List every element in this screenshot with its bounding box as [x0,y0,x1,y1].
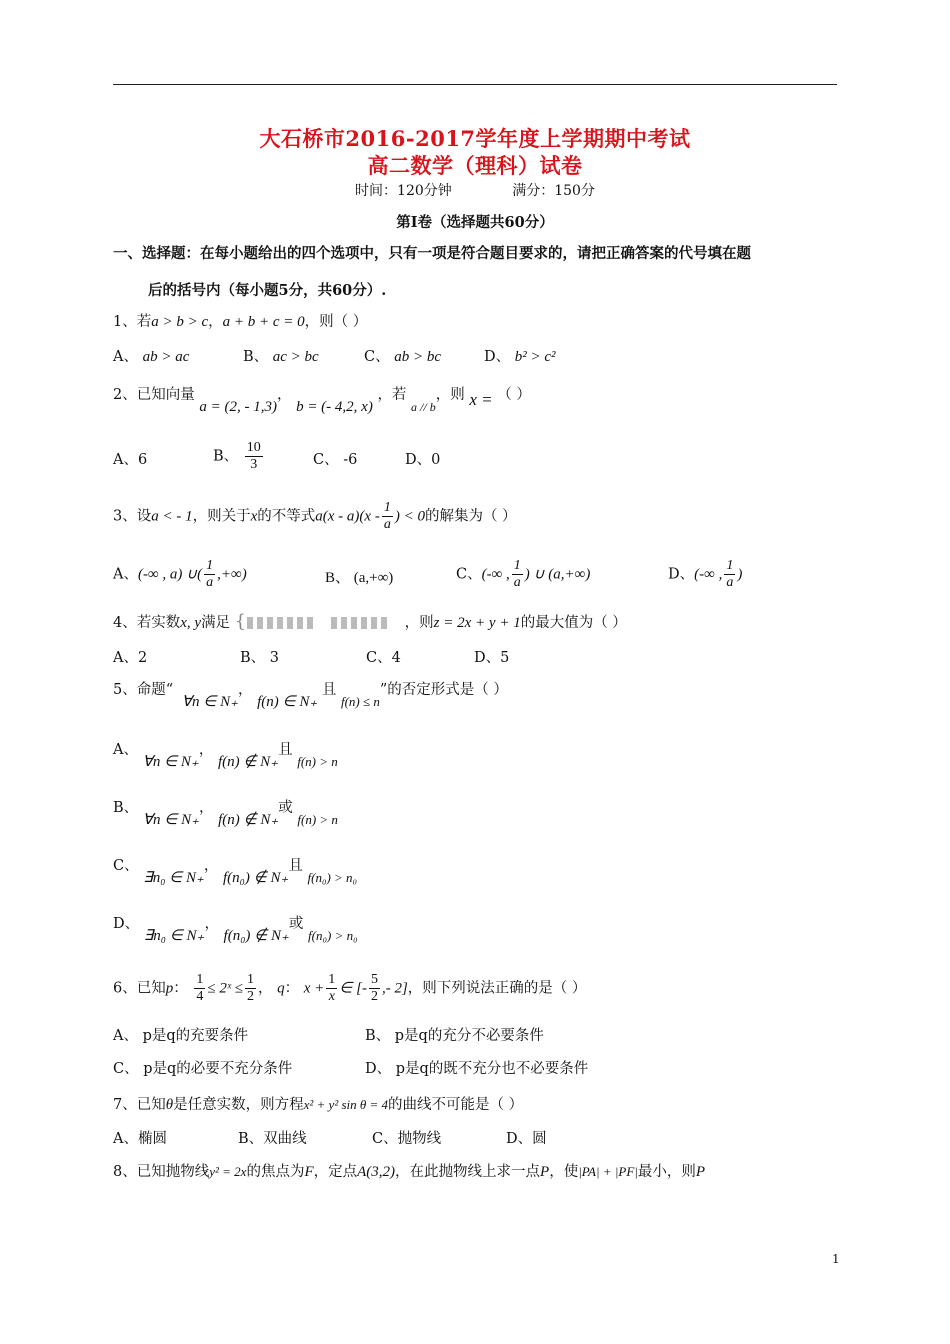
q3-d-den: a [726,575,734,590]
q4-stem [113,612,627,634]
q8-P: P [540,1164,550,1180]
q6-p-den2: 2 [247,989,255,1004]
exam-score: 满分：150分 [512,183,595,199]
q1-option-c [364,347,441,367]
q8-A: A(3,2) [357,1164,396,1180]
q2-b-num: 10 [246,440,261,455]
q5-d-conj: 或 [288,916,304,932]
q4-vars: x, y [180,615,202,631]
q2-option-b [213,440,265,473]
q7-stem [113,1095,523,1115]
q8-F: F [304,1164,314,1180]
q5-d-label: D、 [113,916,140,932]
q3-a-pre: (-∞ , a) ∪( [137,566,203,583]
q3-d-num: 1 [726,558,734,573]
q4-suffix: 的最大值为（ ） [520,615,627,631]
q3-a-fraction [204,558,215,591]
q7-option-c: C、抛物线 [372,1131,442,1147]
q5-d3: f(n₀) > n₀ [308,928,358,943]
q5-b2: f(n) ∉ N₊ [218,812,279,828]
q6-stem: 6、已知p： $\frac{1}{4}$ ≤ 2ˣ ≤ $\frac{1}{2}$ ， q： x + $\frac{1}{x}$ ∈ [- $\frac{5}{2}$ ,- 2]，则下列说法正确的是（ ） [113,972,587,1004]
q5-b-conj: 或 [278,800,293,816]
q3-c-den: a [513,575,521,590]
q2-stem: 2、已知向量 a = (2, - 1,3)， b = (- 4,2, x) ，若 $_{a // b}$，则 x = （ ） [113,387,531,415]
q2-option-a: A、6 [113,452,148,468]
q1-d-text: b² > c² [514,349,556,365]
q5-option-c: C、 ∃n₀ ∈ N₊， f(n₀) ∉ N₊且 f(n₀) > n₀ [113,858,358,886]
q5-c2: f(n₀) ∉ N₊ [223,870,289,886]
q2-vec-b [296,399,373,415]
q3-stem [113,500,517,533]
q8-expr: |PA| + |PF| [578,1164,638,1179]
q2-var: x = [469,390,493,409]
q1-b-label: B、 [243,349,269,365]
q5-p2: f(n) ∈ N₊ [257,694,318,710]
q1-cond2: a + b + c = 0 [222,314,305,330]
q4-option-d: D、5 [474,650,510,666]
q4-option-a: A、2 [113,650,148,666]
q5-stem: 5、命题“ ∀n ∈ N₊， f(n) ∈ N₊ 且 f(n) ≤ n”的否定形式是（ ） [113,682,508,710]
q5-d2: f(n₀) ∉ N₊ [223,928,289,944]
q3-ineq-pre: a(x - a)(x - [315,508,380,525]
q8-mid2: ，定点 [313,1164,358,1180]
q3-d-post: ) [737,566,743,583]
q5-b1: ∀n ∈ N₊ [142,812,200,828]
q5-b-label: B、 [113,800,139,816]
q5-c3: f(n₀) > n₀ [307,870,358,885]
q2-option-c: C、 -6 [313,452,358,468]
q2-mid: ，则 [435,387,465,403]
q3-d-pre: (-∞ , [694,566,723,583]
q6-suffix: ，则下列说法正确的是（ ） [407,980,587,997]
q3-ineq-den: a [383,517,391,532]
q5-a2: f(n) ∉ N₊ [217,754,279,770]
q3-option-a [113,558,247,591]
q5-a-conj: 且 [278,742,293,758]
q3-cond: a < - 1 [151,508,193,525]
q4-constraint-system [235,612,405,634]
q1-stem: 1、若a > b > c，a + b + c = 0，则（ ） [113,314,368,330]
q6-option-d: D、 p是q的既不充分也不必要条件 [365,1061,589,1077]
q5-option-d: D、 ∃n₀ ∈ N₊， f(n₀) ∉ N₊或 f(n₀) > n₀ [113,916,358,944]
q5-c-conj: 且 [288,858,303,874]
q2-cond-prefix: ，若 [377,387,407,403]
q1-option-a [113,347,189,367]
q6-p-fraction1 [194,972,205,1005]
q3-a-label: A、 [113,566,138,583]
q8-mid3: ，在此抛物线上求一点 [395,1164,541,1180]
q8-mid4: ，使 [549,1164,579,1180]
q5-option-a: A、 ∀n ∈ N₊， f(n) ∉ N₊且 f(n) > n [113,742,338,770]
q6-p-den1: 4 [196,989,204,1004]
q8-eq: y² = 2x [209,1164,247,1179]
q6-p-mid: ≤ 2ˣ ≤ [207,980,244,997]
exam-title-line1: 大石桥市2016-2017学年度上学期期中考试 [259,126,691,151]
q1-option-d [484,347,556,367]
q3-a-den: a [206,575,214,590]
q3-c-pre: (-∞ , [481,566,510,583]
q2-vec-a [199,399,277,415]
q3-mid2: 的不等式 [257,508,316,525]
q1-cond1: a > b > c [151,314,209,330]
exam-title-line2: 高二数学（理科）试卷 [367,153,583,178]
q5-option-b: B、 ∀n ∈ N₊， f(n) ∉ N₊或 f(n) > n [113,800,338,828]
q6-colon2: ： [284,980,300,997]
q8-mid5: 最小，则 [637,1164,696,1180]
q6-q-fraction2 [369,972,380,1005]
q5-suffix: ”的否定形式是（ ） [379,682,508,698]
q1-a-label: A、 [113,349,138,365]
q3-c-fraction [512,558,523,591]
q4-prefix: 4、若实数 [113,615,181,631]
q6-p-num2: 1 [247,972,255,987]
q5-a3: f(n) > n [297,754,338,769]
q5-c1: ∃n₀ ∈ N₊ [143,870,204,886]
q5-prefix: 5、命题“ [113,682,174,698]
q6-q-post: ,- 2] [381,980,408,997]
q3-c-label: C、 [456,566,482,583]
q7-suffix: 的曲线不可能是（ ） [388,1097,524,1113]
q1-a-text: ab > ac [142,349,190,365]
q3-a-post: ,+∞) [217,566,247,583]
q3-mid: ，则关于 [192,508,251,525]
q6-option-b: B、 p是q的充分不必要条件 [365,1028,544,1044]
q2-prefix: 2、已知向量 [113,387,195,403]
q1-suffix: ，则（ ） [304,314,368,330]
q3-option-b: B、 (a,+∞) [325,570,394,586]
q6-q-num2: 5 [370,972,378,987]
q6-q-mid: ∈ [- [339,980,367,997]
q2-b-fraction [245,440,263,473]
q8-P2: P [695,1164,706,1180]
q3-ineq-fraction [382,500,393,533]
q6-q-den2: 2 [370,989,378,1004]
q5-conj: 且 [321,682,337,698]
q2-vec-b-text: b = (- 4,2, x) [296,399,373,415]
q8-prefix: 8、已知抛物线 [113,1164,210,1180]
q6-q-den: x [328,989,335,1004]
q4-option-b: B、 3 [240,650,279,666]
q5-b3: f(n) > n [297,812,338,827]
q4-brace-icon: { [234,611,247,632]
q1-c-label: C、 [364,349,390,365]
q5-p1: ∀n ∈ N₊ [181,694,238,710]
section-heading: 第Ⅰ卷（选择题共60分） [396,214,554,231]
q5-p3: f(n) ≤ n [340,694,380,709]
q3-option-d [668,558,742,591]
q1-d-label: D、 [484,349,511,365]
q3-a-num: 1 [206,558,214,573]
q4-mid2: ，则 [404,615,434,631]
q7-eq: x² + y² sin θ = 4 [303,1097,389,1112]
q1-b-text: ac > bc [272,349,319,365]
q5-a-label: A、 [113,742,138,758]
q6-q-num: 1 [328,972,336,987]
page-number: 1 [832,1252,840,1266]
q2-vec-a-text: a = (2, - 1,3) [199,399,277,415]
q6-colon1: ： [173,980,188,997]
q1-prefix: 1、若 [113,314,152,330]
q7-option-d: D、圆 [506,1131,547,1147]
q4-mid: 满足 [201,615,231,631]
q8-mid: 的焦点为 [246,1164,305,1180]
q3-c-post: ) ∪ (a,+∞) [524,566,591,583]
top-rule [113,84,837,85]
q3-option-c [456,558,590,591]
q7-theta: θ [165,1097,174,1113]
q5-c-label: C、 [113,858,139,874]
q3-ineq-num: 1 [383,500,391,515]
q1-c-text: ab > bc [394,349,441,365]
q3-suffix: 的解集为（ ） [424,508,517,525]
q8-stem [113,1162,705,1182]
q6-option-a: A、 p是q的充要条件 [113,1028,249,1044]
q6-q-pre: x + [303,980,325,997]
q6-p: p [165,980,174,997]
q7-mid: 是任意实数，则方程 [173,1097,304,1113]
q3-c-num: 1 [513,558,521,573]
q3-d-label: D、 [668,566,695,583]
q6-q-fraction [326,972,337,1005]
intro-line1: 一、选择题：在每小题给出的四个选项中，只有一项是符合题目要求的，请把正确答案的代号填在题 [113,245,751,262]
q3-var: x [250,508,258,525]
q7-prefix: 7、已知 [113,1097,166,1113]
q6-option-c: C、 p是q的必要不充分条件 [113,1061,293,1077]
exam-meta [0,180,950,200]
q6-q: q [277,980,285,997]
q5-a1: ∀n ∈ N₊ [142,754,199,770]
q2-option-d: D、0 [405,452,441,468]
q6-p-num1: 1 [196,972,204,987]
q5-d1: ∃n₀ ∈ N₊ [143,928,205,944]
q2-paren: （ ） [497,387,531,403]
q3-prefix: 3、设 [113,508,152,525]
q6-prefix: 6、已知 [113,980,166,997]
q7-option-a: A、椭圆 [113,1131,167,1147]
q3-d-fraction [724,558,735,591]
exam-time: 时间：120分钟 [355,183,452,199]
intro-line2: 后的括号内（每小题5分，共60分）. [148,282,387,299]
q4-constraint-blur-1 [247,617,317,629]
q3-ineq-post: ) < 0 [394,508,425,525]
q4-option-c: C、4 [366,650,401,666]
q1-option-b [243,347,319,367]
q2-b-label: B、 [213,448,239,465]
q4-constraint-blur-2 [331,617,391,629]
q4-expr: z = 2x + y + 1 [433,615,521,631]
q2-b-den: 3 [250,457,258,472]
q6-p-fraction2 [245,972,256,1005]
q7-option-b: B、双曲线 [238,1131,307,1147]
q2-cond: a // b [411,400,436,414]
